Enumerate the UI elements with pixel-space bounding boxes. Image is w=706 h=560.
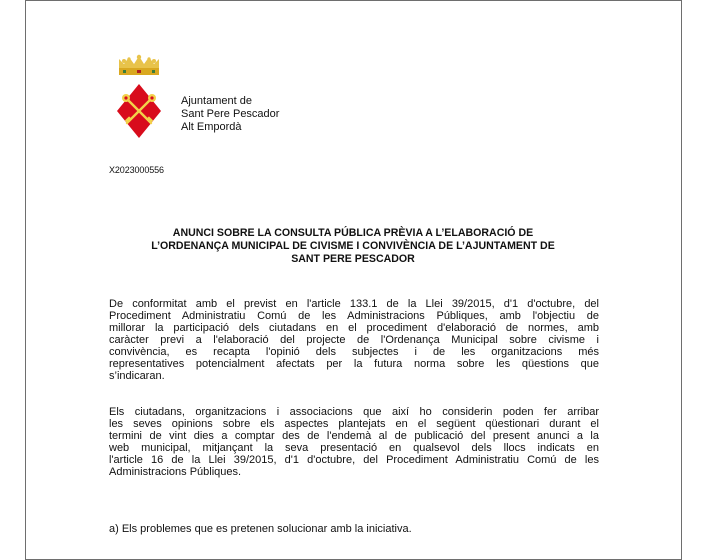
organization-name bbox=[181, 95, 279, 134]
text-line: les seves opinions sobre els aspectes plantejats en el següent qüestionari durant el bbox=[109, 418, 599, 430]
title-line: ANUNCI SOBRE LA CONSULTA PÚBLICA PRÈVIA A L’ELABORACIÓ DE bbox=[172, 227, 534, 239]
document-reference: X2023000556 bbox=[109, 165, 164, 175]
org-line: Alt Empordà bbox=[181, 121, 242, 133]
text-line: Procediment Administratiu Comú de les Administracions Públiques, amb l'objectiu de bbox=[109, 310, 599, 322]
text-line: s’indicaran. bbox=[109, 370, 165, 382]
title-line: L’ORDENANÇA MUNICIPAL DE CIVISME I CONVIVÈNCIA DE L’AJUNTAMENT DE bbox=[151, 240, 555, 252]
org-line: Ajuntament de bbox=[181, 95, 252, 107]
paragraph-submission-terms bbox=[109, 406, 599, 478]
text-line: convivència, es recapta l'opinió dels subjectes i de les organitzacions més bbox=[109, 346, 599, 358]
title-line: SANT PERE PESCADOR bbox=[291, 253, 415, 265]
text-line: De conformitat amb el previst en l'article 133.1 de la Llei 39/2015, d'1 d'octubre, del bbox=[109, 298, 599, 310]
paragraph-legal-basis bbox=[109, 298, 599, 382]
text-line: web municipal, mitjançant la seva presentació en qualsevol dels llocs indicats en bbox=[109, 442, 599, 454]
document-title bbox=[109, 227, 597, 266]
municipal-crest-icon bbox=[113, 54, 165, 140]
text-line: l'article 16 de la Llei 39/2015, d'1 d'octubre, del Procediment Administratiu Comú de les bbox=[109, 454, 599, 466]
org-line: Sant Pere Pescador bbox=[181, 108, 280, 120]
shield-icon bbox=[117, 84, 161, 138]
text-line: Administracions Públiques. bbox=[109, 466, 242, 478]
text-line: Els ciutadans, organitzacions i associacions que així ho considerin poden fer arribar bbox=[109, 406, 599, 418]
text-line: a) Els problemes que es pretenen solucionar amb la iniciativa. bbox=[109, 523, 412, 535]
text-line: millorar la participació dels ciutadans en el procediment d'elaboració de normes, amb bbox=[109, 322, 599, 334]
list-item-a bbox=[109, 523, 599, 535]
text-line: representatives potencialment afectats per la futura norma sobre les qüestions que bbox=[109, 358, 599, 370]
crown-icon bbox=[119, 55, 159, 75]
text-line: caràcter previ a l'elaboració del projecte de l'Ordenança Municipal sobre civisme i bbox=[109, 334, 599, 346]
text-line: termini de vint dies a comptar des de l'endemà al de publicació del present anunci a la bbox=[109, 430, 599, 442]
